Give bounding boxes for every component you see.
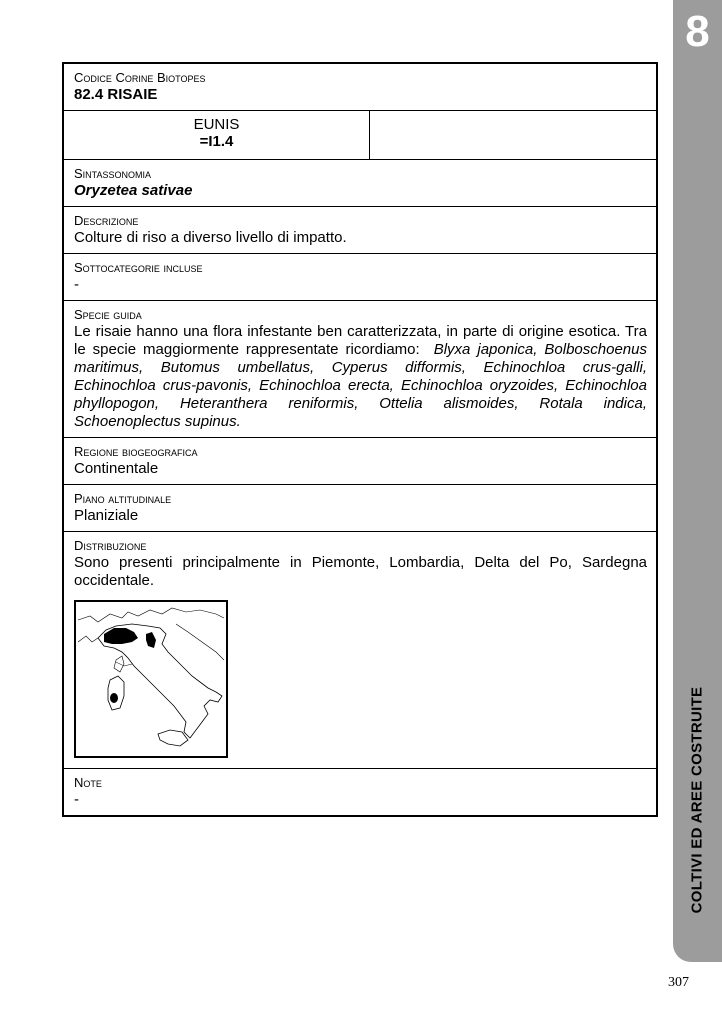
distribution-piemonte-lombardia — [104, 628, 138, 644]
note-label: Note — [74, 775, 102, 790]
northern-border — [78, 608, 224, 622]
eunis-empty-cell — [370, 111, 656, 159]
sottocategorie-row — [64, 254, 656, 301]
sintassonomia-label: Sintassonomia — [74, 166, 152, 181]
note-value: - — [74, 791, 79, 808]
corsica-outline — [114, 656, 124, 672]
sintassonomia-value: Oryzetea sativae — [74, 182, 193, 199]
eunis-label: EUNIS — [193, 116, 240, 133]
corine-value: 82.4 RISAIE — [74, 86, 158, 103]
distribuzione-row — [64, 532, 656, 769]
sicily-outline — [158, 730, 188, 746]
sintassonomia-row — [64, 160, 656, 207]
corine-row — [64, 64, 656, 111]
regione-value: Continentale — [74, 460, 159, 477]
regione-row — [64, 438, 656, 485]
specie-guida-text — [74, 323, 647, 431]
section-title-vertical: COLTIVI ED AREE COSTRUITE — [688, 686, 706, 914]
eunis-row — [64, 111, 656, 160]
habitat-card — [62, 62, 658, 817]
eunis-cell — [64, 111, 370, 159]
specie-guida-species: Blyxa japonica, Bolboschoenus maritimus, Butomus umbellatus, Cyperus difformis, Echinochloa crus-galli, Echinochloa crus-pavonis, Echinochloa erecta, Echinochloa oryzoides, Echinochloa phyllopogon, Heteranthera reniformis, Ottelia alismoides, Rotala indica, Schoenoplectus supinus. — [74, 341, 647, 430]
chapter-number: 8 — [685, 7, 710, 56]
specie-guida-label: Specie guida — [74, 307, 142, 322]
distribuzione-label: Distribuzione — [74, 538, 147, 553]
eunis-value: =I1.4 — [199, 133, 234, 150]
distribuzione-value: Sono presenti principalmente in Piemonte, Lombardia, Delta del Po, Sardegna occidentale. — [74, 554, 647, 589]
piano-label: Piano altitudinale — [74, 491, 172, 506]
descrizione-value: Colture di riso a diverso livello di impatto. — [74, 229, 347, 246]
distribution-delta-po — [146, 632, 156, 648]
sottocategorie-value: - — [74, 276, 79, 293]
corine-label: Codice Corine Biotopes — [74, 70, 206, 85]
sardinia-outline — [108, 676, 124, 710]
page-number: 307 — [668, 975, 689, 990]
specie-guida-intro: Le risaie hanno una flora infestante ben caratterizzata, in parte di origine esotica. Tra le specie maggiormente rappresentate ricordiamo: — [74, 323, 647, 358]
distribution-sardegna — [110, 693, 118, 703]
sottocategorie-label: Sottocategorie incluse — [74, 260, 203, 275]
balkan-coast — [176, 624, 224, 660]
descrizione-row — [64, 207, 656, 254]
piano-value: Planiziale — [74, 507, 139, 524]
piano-row — [64, 485, 656, 532]
specie-guida-row — [64, 301, 656, 438]
italy-map-illustration — [76, 602, 226, 756]
french-coast — [78, 636, 98, 642]
regione-label: Regione biogeografica — [74, 444, 198, 459]
descrizione-label: Descrizione — [74, 213, 139, 228]
distribution-map — [74, 600, 228, 758]
note-row — [64, 769, 656, 815]
